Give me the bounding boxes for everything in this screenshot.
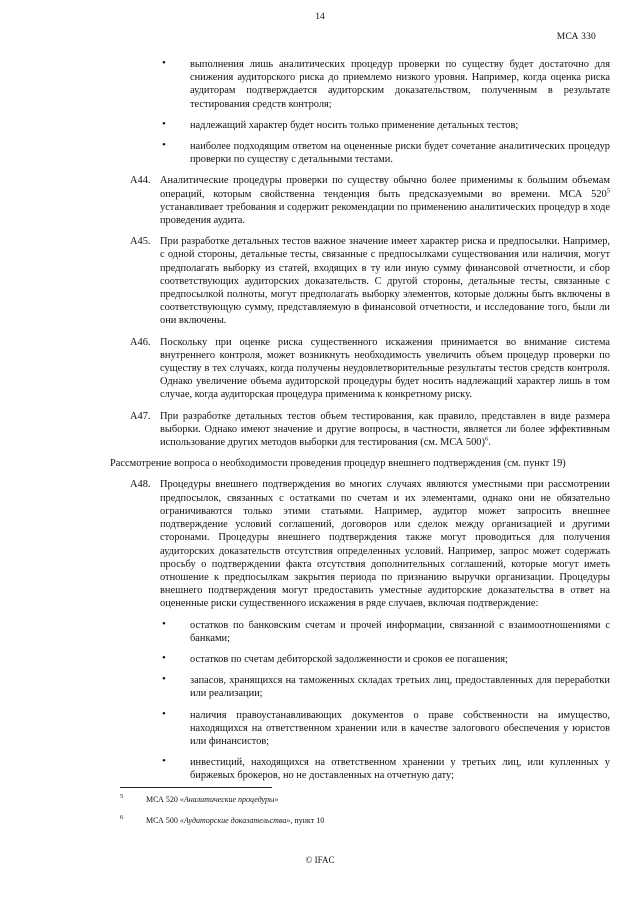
copyright-footer: © IFAC xyxy=(305,855,335,865)
section-heading: Рассмотрение вопроса о необходимости проведения процедур внешнего подтверждения (см. пункт 19) xyxy=(110,458,566,470)
bullet-text: наиболее подходящим ответом на оцененные риски будет сочетание аналитических процедур проверки по существу с детальными тестами. xyxy=(190,141,610,166)
paragraph-a48 xyxy=(112,478,610,610)
paragraph-text-continued: устанавливает требования и содержит рекомендации по применению аналитических процедур в ходе проведения аудита. xyxy=(160,201,610,227)
page-number: 14 xyxy=(315,12,325,22)
footnote xyxy=(120,815,600,826)
bullet-text: остатков по счетам дебиторской задолженности и сроков ее погашения; xyxy=(190,653,508,665)
footnote-number: 6 xyxy=(120,814,124,821)
paragraph xyxy=(112,336,610,402)
footnote-title: «Аудиторские доказательства» xyxy=(179,816,291,825)
paragraph-number: A48. xyxy=(130,479,151,491)
bullet-text: инвестиций, находящихся на ответственном хранении у третьих лиц, или купленных у биржевых брокеров, но не доставленных на отчетную дату; xyxy=(190,757,610,782)
paragraph-number: A47. xyxy=(130,410,151,422)
bullet-item xyxy=(112,140,610,166)
paragraph-text: При разработке детальных тестов важное значение имеет характер риска и предпосылки. Например, с одной стороны, детальные тесты, связанные с предпосылками существования или наличия, могут предполагать выборку из статей, входящих в ту или иную сумму финансовой отчетности, и сбор соответствующих аудиторских доказательств. С другой стороны, детальные тесты, связанные с предпосылкой полноты, могут предполагать выборку элементов, которые должны быть включены в соответствующую сумму, представляемую в финансовой отчетности, и исследование того, были ли они включены. xyxy=(160,236,610,327)
bullet-text: остатков по банковским счетам и прочей информации, связанной с взаимоотношениями с банками; xyxy=(190,619,610,644)
paragraph xyxy=(112,235,610,327)
bullet-icon: • xyxy=(162,707,166,720)
footnote xyxy=(120,794,600,805)
footnote-suffix: , пункт 10 xyxy=(290,816,325,825)
bullet-text: надлежащий характер будет носить только применение детальных тестов; xyxy=(190,119,519,131)
paragraph-text: При разработке детальных тестов объем тестирования, как правило, представлен в виде размера выборки. Однако имеют значение и другие вопросы, в частности, является ли более эффективным использование других методов выборки для тестирования (см. МСА 500) xyxy=(160,410,610,449)
footnotes xyxy=(120,794,600,836)
bullet-text: запасов, хранящихся на таможенных складах третьих лиц, предоставленных для переработки или реализации; xyxy=(190,675,610,700)
bullet-item xyxy=(112,619,610,645)
bullet-icon: • xyxy=(162,117,166,130)
bullet-list-top xyxy=(112,58,610,166)
paragraph-number: A45. xyxy=(130,236,151,248)
bullet-item xyxy=(112,58,610,111)
bullet-item xyxy=(112,119,610,132)
paragraph xyxy=(112,174,610,227)
bullet-text: наличия правоустанавливающих документов о праве собственности на имущество, находящихся на ответственном хранении или в качестве залогового обеспечения у юристов или финансистов; xyxy=(190,709,610,747)
paragraph-text: Аналитические процедуры проверки по существу обычно более применимы к большим объемам операций, которым свойственна тенденция быть предсказуемыми во времени. МСА 520 xyxy=(160,175,610,200)
bullet-list-bottom xyxy=(112,619,610,783)
footnote-ref: МСА 520 xyxy=(146,795,178,804)
bullet-icon: • xyxy=(162,139,166,152)
paragraph-text: Процедуры внешнего подтверждения во многих случаях являются уместными при рассмотрении предпосылок, связанных с остатками по счетам и их элементами, однако они не обязательно ограничиваются только этими статьями. Например, аудитор может запросить внешнее подтверждение условий соглашений, договоров или сделок между организацией и другими сторонами. Процедуры внешнего подтверждения также могут проводиться для получения аудиторских доказательств отсутствия определенных условий. Например, запрос может содержать просьбу о подтверждении факта отсутствия дополнительных соглашений, которые могут иметь отношение к предпосылкам закрытия периода по признанию выручки организации. Процедуры внешнего подтверждения могут предоставить уместные аудиторские доказательства в ответ на оцененные риски существенного искажения в ряде случаев, включая подтверждение: xyxy=(160,479,610,610)
bullet-item xyxy=(112,653,610,666)
bullet-icon: • xyxy=(162,651,166,664)
bullet-icon: • xyxy=(162,673,166,686)
bullet-item xyxy=(112,674,610,700)
footnote-number: 5 xyxy=(120,793,124,800)
footnote-reference: 5 xyxy=(606,187,610,195)
standard-code: МСА 330 xyxy=(556,32,596,42)
paragraph-number: A46. xyxy=(130,336,151,348)
paragraph-list xyxy=(112,174,610,449)
paragraph-text: Поскольку при оценке риска существенного искажения принимается во внимание система внутреннего контроля, может возникнуть необходимость увеличить объем процедур проверки по существу в тех случаях, когда получены неудовлетворительные результаты тестов средств контроля. Однако увеличение объема аудиторской процедуры будет носить надлежащий характер лишь в том случае, когда аудиторская процедура применима к конкретному риску. xyxy=(160,336,610,401)
footnote-ref: МСА 500 xyxy=(146,816,178,825)
paragraph-number: A44. xyxy=(130,175,151,187)
bullet-icon: • xyxy=(162,755,166,768)
bullet-text: выполнения лишь аналитических процедур проверки по существу будет достаточно для снижения аудиторского риска до приемлемо низкого уровня. Например, когда оценка риска аудиторам подтверждается аудиторским доказательством, полученным в результате тестирования средств контроля; xyxy=(190,59,610,110)
page-body xyxy=(112,58,610,791)
bullet-icon: • xyxy=(162,57,166,69)
paragraph-text-continued: . xyxy=(488,437,491,449)
footnote-title: «Аналитические процедуры» xyxy=(179,795,279,804)
footnote-divider xyxy=(120,787,272,788)
footnote-reference: 6 xyxy=(484,435,489,443)
bullet-item xyxy=(112,756,610,782)
paragraph xyxy=(112,410,610,450)
bullet-icon: • xyxy=(162,617,166,630)
bullet-item xyxy=(112,709,610,749)
